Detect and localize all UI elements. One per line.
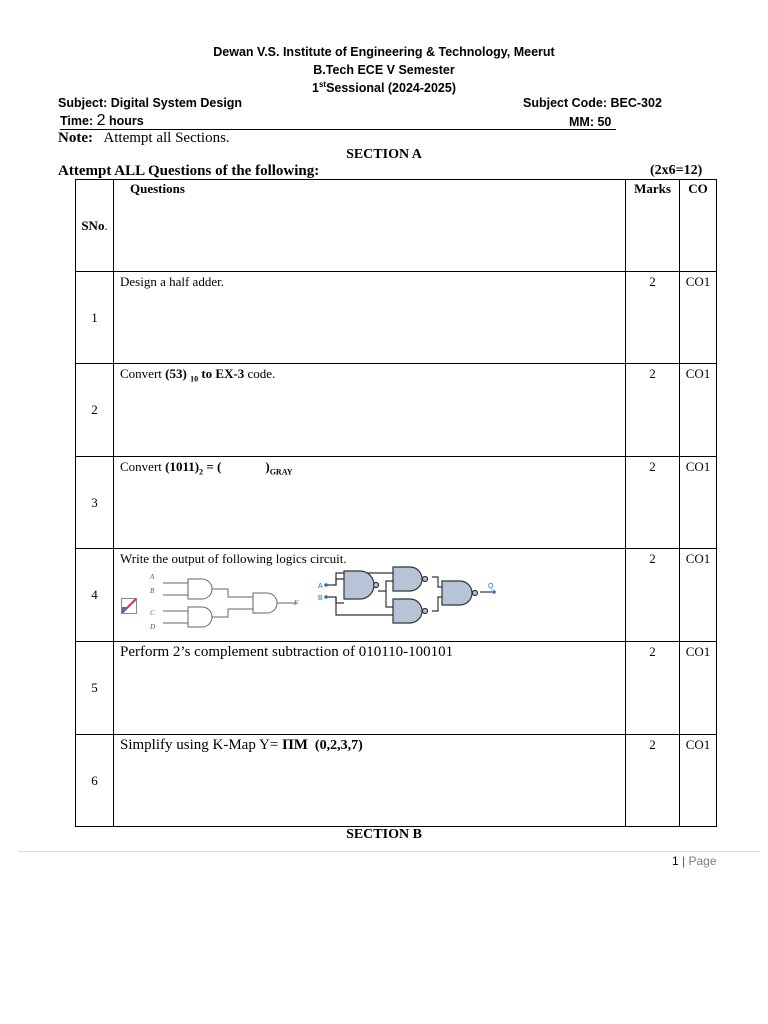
section-a-title: SECTION A (346, 147, 422, 162)
institute-name: Dewan V.S. Institute of Engineering & Technology, Meerut (213, 45, 555, 59)
questions-header: Questions (114, 180, 626, 272)
sessional-title (0, 80, 768, 95)
time-unit: hours (109, 114, 144, 128)
table-row (76, 272, 717, 364)
question-minterms: (0,2,3,7) (307, 738, 363, 753)
question-number: 5 (76, 642, 114, 735)
question-text-part: = ( (203, 459, 222, 474)
question-text (114, 549, 626, 642)
sno-header: SNo. (76, 180, 114, 272)
page-number: 1 (672, 854, 679, 868)
circuit1-label-a: A (150, 573, 155, 581)
table-row (76, 735, 717, 827)
question-text-part: Simplify using K-Map Y= (120, 737, 283, 753)
resize-handle-icon (121, 598, 137, 614)
circuit1-label-d: D (150, 623, 156, 631)
circuit2-label-a: A (318, 583, 323, 590)
sessional-suffix: st (318, 80, 327, 89)
table-header-row (76, 180, 717, 272)
time-label: Time: (60, 114, 94, 128)
circuit2-label-q: Q (488, 583, 494, 590)
question-number-value: (1011) (165, 459, 200, 474)
time-allowed (60, 112, 144, 130)
table-row (76, 642, 717, 735)
question-text: Perform 2’s complement subtraction of 010110-100101 (114, 642, 626, 735)
logic-circuits (120, 567, 625, 637)
question-text (114, 735, 626, 827)
note (58, 130, 230, 147)
question-marks: 2 (626, 457, 680, 549)
question-co: CO1 (680, 272, 717, 364)
question-number: 3 (76, 457, 114, 549)
question-co: CO1 (680, 549, 717, 642)
question-number-value: (53) (165, 366, 187, 381)
question-number: 2 (76, 364, 114, 457)
question-base: 2 (199, 467, 204, 477)
circuit1-label-b: B (150, 587, 155, 595)
question-text-part: Convert (120, 366, 166, 381)
question-gray-label: GRAY (269, 467, 293, 477)
question-marks: 2 (626, 364, 680, 457)
table-row (76, 364, 717, 457)
question-marks: 2 (626, 549, 680, 642)
question-text-part: code. (244, 366, 276, 381)
time-value: 2 (96, 112, 106, 129)
question-co: CO1 (680, 642, 717, 735)
max-marks: MM: 50 (569, 115, 612, 129)
question-text (114, 364, 626, 457)
question-number: 1 (76, 272, 114, 364)
section-b-title: SECTION B (346, 827, 422, 842)
table-row (76, 549, 717, 642)
section-a-marks-scheme: (2x6=12) (650, 163, 703, 178)
question-co: CO1 (680, 457, 717, 549)
program-name: B.Tech ECE V Semester (313, 63, 455, 77)
question-co: CO1 (680, 735, 717, 827)
circuit-diagram-1 (148, 571, 328, 635)
question-number: 4 (76, 549, 114, 642)
note-text: Attempt all Sections. (103, 130, 230, 146)
circuit-diagram-2 (308, 563, 508, 635)
question-text-part: Write the output of following logics circuit. (120, 551, 347, 566)
page-footer: 1 | Page (672, 854, 717, 868)
footer-rule (18, 851, 760, 852)
page-label: Page (688, 854, 717, 868)
marks-header: Marks (626, 180, 680, 272)
question-co: CO1 (680, 364, 717, 457)
table-row (76, 457, 717, 549)
subject-name: Subject: Digital System Design (58, 96, 243, 110)
question-symbol: ΠM (282, 737, 308, 753)
question-marks: 2 (626, 735, 680, 827)
sessional-text: Sessional (2024-2025) (326, 81, 457, 96)
question-base: 10 (190, 374, 199, 384)
question-text (114, 457, 626, 549)
question-marks: 2 (626, 642, 680, 735)
question-marks: 2 (626, 272, 680, 364)
question-code: to EX-3 (198, 366, 245, 381)
section-a-instruction: Attempt ALL Questions of the following: (58, 163, 320, 179)
circuit1-label-c: C (150, 609, 155, 617)
subject-code: Subject Code: BEC-302 (523, 96, 662, 110)
question-number: 6 (76, 735, 114, 827)
circuit1-label-f: F (294, 599, 299, 607)
circuit2-label-b: B (318, 595, 323, 602)
question-text: Design a half adder. (114, 272, 626, 364)
question-text-part: Convert (120, 459, 166, 474)
sessional-number: 1 (311, 81, 319, 96)
note-label: Note: (58, 130, 93, 146)
question-text-part: ) (265, 459, 270, 474)
questions-table (75, 179, 717, 827)
co-header: CO (680, 180, 717, 272)
